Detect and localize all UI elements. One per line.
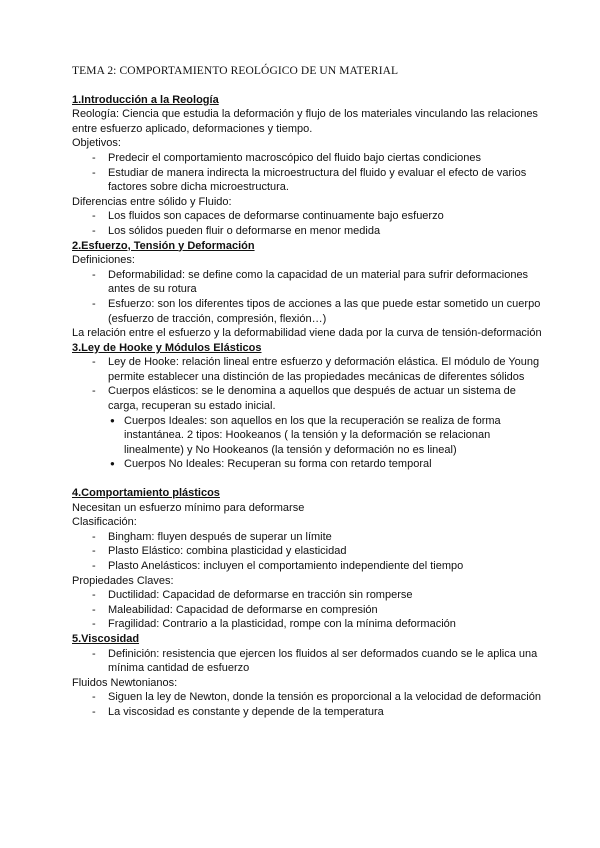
list-item: - Cuerpos elásticos: se le denomina a aquellos que después de actuar un sistema de carga, recuperan su estado inicial. <box>92 384 542 413</box>
list-item: - Predecir el comportamiento macroscópico del fluido bajo ciertas condiciones <box>92 151 542 166</box>
list-item: - La viscosidad es constante y depende de la temperatura <box>92 705 542 720</box>
section-3-heading: 3.Ley de Hooke y Módulos Elásticos <box>72 341 262 354</box>
s2-definiciones-list <box>72 268 542 326</box>
list-item: - Definición: resistencia que ejercen los fluidos al ser deformados cuando se le aplica una mínima cantidad de esfuerzo <box>92 647 542 676</box>
s1-diferencias-list <box>72 209 542 238</box>
s1-definition: Reología: Ciencia que estudia la deformación y flujo de los materiales vinculando las relaciones entre esfuerzo aplicado, deformaciones y tiempo. <box>72 108 538 135</box>
section-1-heading: 1.Introducción a la Reología <box>72 93 219 106</box>
s5-newtonianos-list <box>72 690 542 719</box>
section-4-heading: 4.Comportamiento plásticos <box>72 487 220 500</box>
s3-sublist <box>72 414 542 472</box>
list-item: ● Cuerpos Ideales: son aquellos en los que la recuperación se realiza de forma instantánea. 2 tipos: Hookeanos ( la tensión y la deformación se relacionan linealmente) y No Hookeanos (la tensión y deformación no es lineal) <box>112 414 542 458</box>
s4-clasificacion-label: Clasificación: <box>72 516 137 529</box>
document-title: TEMA 2: COMPORTAMIENTO REOLÓGICO DE UN MATERIAL <box>72 65 399 77</box>
list-item: - Siguen la ley de Newton, donde la tensión es proporcional a la velocidad de deformación <box>92 690 542 705</box>
s1-objetivos-list <box>72 151 542 195</box>
s1-objetivos-label: Objetivos: <box>72 137 121 150</box>
section-2-heading: 2.Esfuerzo, Tensión y Deformación <box>72 239 255 252</box>
spacer <box>72 472 542 486</box>
s2-relacion: La relación entre el esfuerzo y la deformabilidad viene dada por la curva de tensión-deformación <box>72 327 542 340</box>
document-page <box>72 64 542 720</box>
s4-clasificacion-list <box>72 530 542 574</box>
s4-propiedades-label: Propiedades Claves: <box>72 574 174 587</box>
list-item: ● Cuerpos No Ideales: Recuperan su forma con retardo temporal <box>112 457 542 472</box>
list-item: - Deformabilidad: se define como la capacidad de un material para sufrir deformaciones antes de su rotura <box>92 268 542 297</box>
s3-list <box>72 355 542 413</box>
s1-diferencias-label: Diferencias entre sólido y Fluido: <box>72 195 232 208</box>
list-item: - Plasto Anelásticos: incluyen el comportamiento independiente del tiempo <box>92 559 542 574</box>
s5-newtonianos-label: Fluidos Newtonianos: <box>72 676 178 689</box>
list-item: - Bingham: fluyen después de superar un límite <box>92 530 542 545</box>
list-item: - Los sólidos pueden fluir o deformarse en menor medida <box>92 224 542 239</box>
list-item: - Estudiar de manera indirecta la microestructura del fluido y evaluar el efecto de varios factores sobre dicha microestructura. <box>92 166 542 195</box>
list-item: - Plasto Elástico: combina plasticidad y elasticidad <box>92 544 542 559</box>
list-item: - Ductilidad: Capacidad de deformarse en tracción sin romperse <box>92 588 542 603</box>
list-item: - Ley de Hooke: relación lineal entre esfuerzo y deformación elástica. El módulo de Young permite establecer una distinción de las propiedades mecánicas de diferentes sólidos <box>92 355 542 384</box>
section-5-heading: 5.Viscosidad <box>72 632 140 645</box>
list-item: - Fragilidad: Contrario a la plasticidad, rompe con la mínima deformación <box>92 617 542 632</box>
s4-propiedades-list <box>72 588 542 632</box>
list-item: - Los fluidos son capaces de deformarse continuamente bajo esfuerzo <box>92 209 542 224</box>
s2-definiciones-label: Definiciones: <box>72 254 135 267</box>
list-item: - Esfuerzo: son los diferentes tipos de acciones a las que puede estar sometido un cuerpo (esfuerzo de tracción, compresión, flexión…) <box>92 297 542 326</box>
list-item: - Maleabilidad: Capacidad de deformarse en compresión <box>92 603 542 618</box>
s5-list <box>72 647 542 676</box>
s4-intro: Necesitan un esfuerzo mínimo para deformarse <box>72 501 305 514</box>
